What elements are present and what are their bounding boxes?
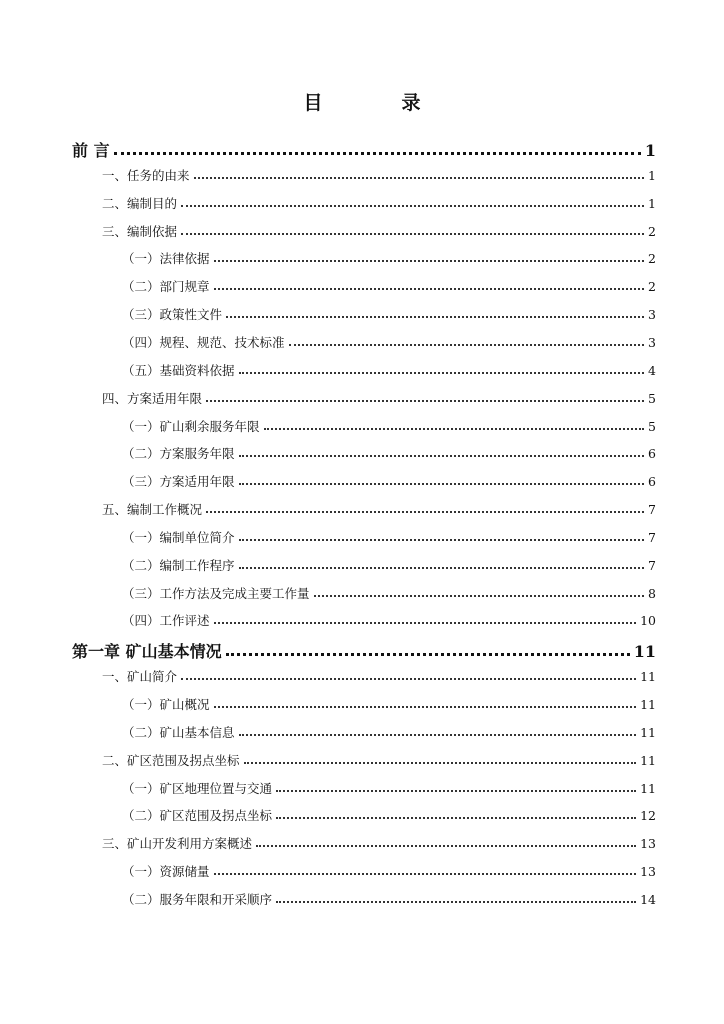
toc-entry-label: 三、矿山开发利用方案概述 <box>102 836 253 852</box>
toc-entry-page-number: 11 <box>640 752 656 768</box>
dot-leader <box>276 901 636 903</box>
toc-entry-page-number: 3 <box>648 307 656 323</box>
dot-leader <box>206 511 644 513</box>
toc-entry-label: （一）资源储量 <box>122 864 210 880</box>
toc-entry-page-number: 2 <box>648 251 656 267</box>
dot-leader <box>239 567 645 569</box>
toc-entry-label: （三）政策性文件 <box>122 307 223 323</box>
toc-entry-label: 三、编制依据 <box>102 223 178 239</box>
toc-entry-label: 二、矿区范围及拐点坐标 <box>102 752 240 768</box>
dot-leader <box>114 152 641 155</box>
page-title: 目 录 <box>303 92 451 114</box>
dot-leader <box>244 762 637 764</box>
toc-entry-label: 四、方案适用年限 <box>102 390 203 406</box>
toc-entry[interactable] <box>122 611 656 629</box>
toc-entry-label: （二）方案服务年限 <box>122 446 235 462</box>
toc-entry-page-number: 13 <box>640 864 656 880</box>
toc-entry-page-number: 12 <box>640 808 656 824</box>
toc-entry[interactable] <box>102 751 656 769</box>
dot-leader <box>214 622 637 624</box>
dot-leader <box>239 539 645 541</box>
toc-entry-page-number: 5 <box>648 390 656 406</box>
toc-entry-page-number: 14 <box>640 891 656 907</box>
toc-entry[interactable] <box>102 222 656 240</box>
toc-entry[interactable] <box>122 723 656 741</box>
toc-entry-label: （一）矿区地理位置与交通 <box>122 780 273 796</box>
toc-entry[interactable] <box>102 166 656 184</box>
toc-entry-label: （三）方案适用年限 <box>122 474 235 490</box>
toc-entry-page-number: 8 <box>648 585 656 601</box>
toc-entry-label: （二）部门规章 <box>122 279 210 295</box>
toc-entry-label: 前 言 <box>72 141 110 160</box>
dot-leader <box>276 817 636 819</box>
dot-leader <box>314 595 645 597</box>
toc-entry-label: （一）编制单位简介 <box>122 529 235 545</box>
toc-entry-page-number: 2 <box>648 223 656 239</box>
dot-leader <box>276 790 636 792</box>
dot-leader <box>256 845 636 847</box>
toc-entry[interactable] <box>102 667 656 685</box>
dot-leader <box>214 873 637 875</box>
dot-leader <box>239 734 637 736</box>
toc-entry-label: 五、编制工作概况 <box>102 502 203 518</box>
toc-entry-page-number: 10 <box>640 613 656 629</box>
toc-chapter-entry[interactable] <box>72 639 656 662</box>
toc-entry-page-number: 4 <box>648 362 656 378</box>
dot-leader <box>239 455 645 457</box>
toc-entry[interactable] <box>122 444 656 462</box>
dot-leader <box>181 205 644 207</box>
dot-leader <box>226 316 644 318</box>
dot-leader <box>181 678 636 680</box>
toc-entry-page-number: 1 <box>644 141 656 160</box>
toc-entry[interactable] <box>122 862 656 880</box>
toc-entry-page-number: 11 <box>640 780 656 796</box>
dot-leader <box>181 233 644 235</box>
dot-leader <box>214 288 645 290</box>
toc-entry-label: 第一章 矿山基本情况 <box>72 642 222 662</box>
toc-entry-page-number: 6 <box>648 474 656 490</box>
toc-entry-page-number: 7 <box>648 557 656 573</box>
toc-entry-label: （二）编制工作程序 <box>122 557 235 573</box>
toc-entry[interactable] <box>102 194 656 212</box>
toc-entry[interactable] <box>122 584 656 602</box>
dot-leader <box>239 372 645 374</box>
toc-chapter-entry[interactable] <box>72 138 656 161</box>
toc-entry-label: （二）矿山基本信息 <box>122 724 235 740</box>
toc-entry-page-number: 7 <box>648 529 656 545</box>
toc-entry[interactable] <box>122 779 656 797</box>
toc-entry-page-number: 11 <box>640 724 656 740</box>
toc-entry-label: 二、编制目的 <box>102 195 178 211</box>
toc-entry-label: （四）规程、规范、技术标准 <box>122 334 285 350</box>
toc-entry[interactable] <box>122 305 656 323</box>
dot-leader <box>214 260 645 262</box>
toc-entry-label: 一、任务的由来 <box>102 167 190 183</box>
toc-entry-page-number: 13 <box>640 836 656 852</box>
toc-entry[interactable] <box>102 389 656 407</box>
toc-entry[interactable] <box>122 472 656 490</box>
dot-leader <box>226 653 630 656</box>
toc-entry[interactable] <box>122 528 656 546</box>
toc-entry-page-number: 3 <box>648 334 656 350</box>
toc-entry-page-number: 11 <box>633 642 656 662</box>
toc-entry-label: （五）基础资料依据 <box>122 362 235 378</box>
dot-leader <box>239 483 645 485</box>
toc-entry-label: 一、矿山简介 <box>102 669 178 685</box>
dot-leader <box>289 344 645 346</box>
toc-entry-label: （三）工作方法及完成主要工作量 <box>122 585 310 601</box>
dot-leader <box>194 177 645 179</box>
toc-entry-label: （一）矿山概况 <box>122 697 210 712</box>
toc-entry-page-number: 1 <box>648 195 656 211</box>
toc-entry-page-number: 7 <box>648 502 656 518</box>
toc-entry[interactable] <box>122 890 656 908</box>
toc-entry[interactable] <box>102 834 656 852</box>
toc-entry[interactable] <box>102 500 656 518</box>
toc-entry[interactable] <box>122 361 656 379</box>
toc-entry-label: （一）矿山剩余服务年限 <box>122 418 260 434</box>
toc-entry-page-number: 2 <box>648 279 656 295</box>
toc-entry-label: （二）服务年限和开采顺序 <box>122 891 273 907</box>
dot-leader <box>214 706 637 708</box>
toc-entry[interactable] <box>122 417 656 435</box>
toc-entry-label: （四）工作评述 <box>122 613 210 629</box>
toc-entry-page-number: 11 <box>640 669 656 685</box>
toc-entry[interactable] <box>122 695 656 713</box>
toc-entry-page-number: 5 <box>648 418 656 434</box>
toc-entry[interactable] <box>122 277 656 295</box>
toc-entry-label: （一）法律依据 <box>122 251 210 267</box>
dot-leader <box>264 428 645 430</box>
toc-entry-label: （二）矿区范围及拐点坐标 <box>122 808 273 824</box>
toc-entry[interactable] <box>122 806 656 824</box>
toc-entry[interactable] <box>122 556 656 574</box>
toc-entry-page-number: 6 <box>648 446 656 462</box>
dot-leader <box>206 400 644 402</box>
toc-entry[interactable] <box>122 333 656 351</box>
toc-entry[interactable] <box>122 249 656 267</box>
toc-entry-page-number: 1 <box>648 167 656 183</box>
toc-entry-page-number: 11 <box>640 697 656 712</box>
